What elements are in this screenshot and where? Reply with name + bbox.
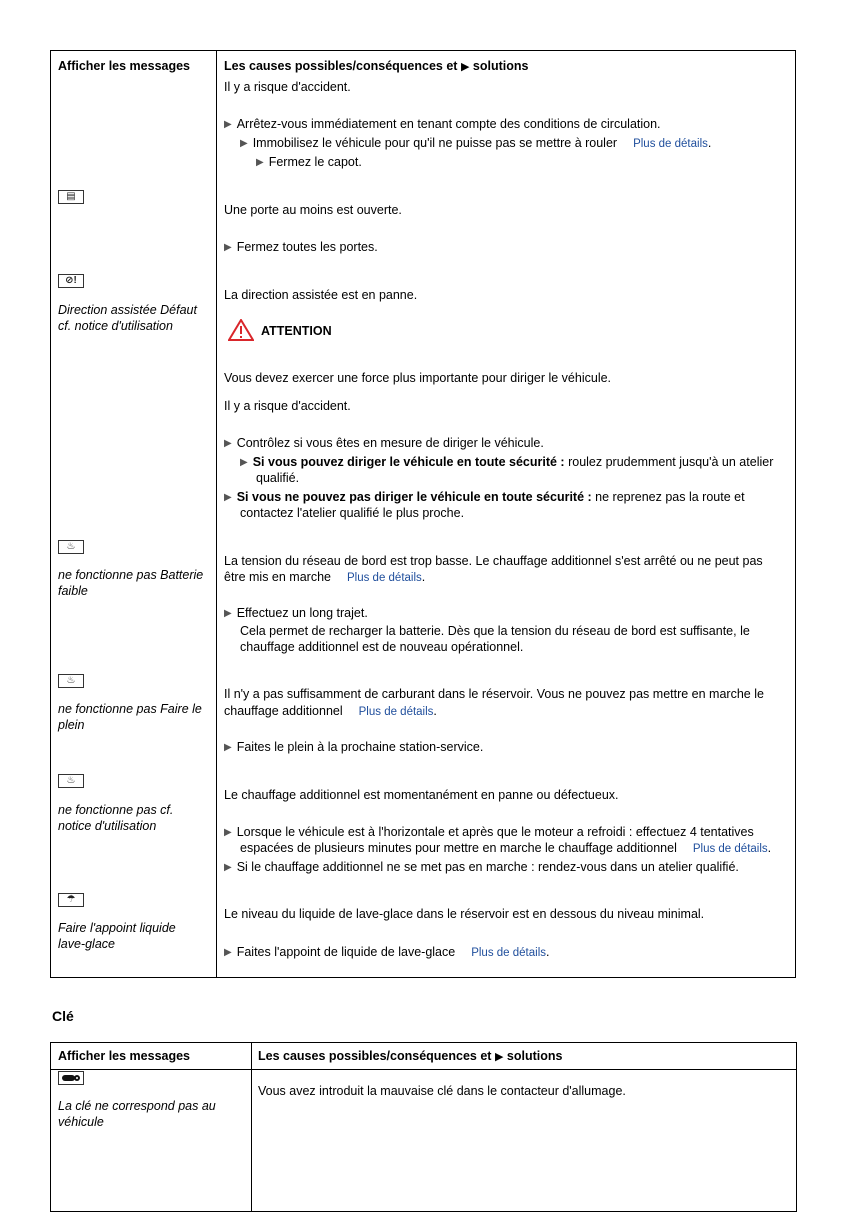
message-label: faible	[58, 584, 88, 598]
warning-triangle-icon	[228, 319, 254, 341]
steering-warning-icon: ⊘!	[58, 274, 84, 288]
bullet-triangle-icon: ▶	[224, 742, 232, 753]
details-link[interactable]: Plus de détails	[358, 706, 434, 718]
bullet-triangle-icon: ▶	[224, 492, 232, 503]
washer-fluid-icon: ☂	[58, 893, 84, 907]
bullet-item: ▶ Lorsque le véhicule est à l'horizontale et après que le moteur a refroidi : effectuez 4 tentatives	[224, 825, 754, 839]
message-label: notice d'utilisation	[58, 819, 157, 833]
section-heading: Clé	[52, 1008, 74, 1024]
bullet-item: ▶ Si vous ne pouvez pas diriger le véhicule en toute sécurité : ne reprenez pas la route et	[224, 490, 745, 504]
column-divider	[216, 50, 217, 978]
bullet-item: ▶ Si le chauffage additionnel ne se met pas en marche : rendez-vous dans un atelier qualifié.	[224, 860, 739, 874]
bullet-triangle-icon: ▶	[224, 947, 232, 958]
bullet-triangle-icon: ▶	[224, 438, 232, 449]
message-label: lave-glace	[58, 937, 115, 951]
message-label: ne fonctionne pas cf.	[58, 803, 174, 817]
bullet-triangle-icon: ▶	[224, 827, 232, 838]
cause-text: Le niveau du liquide de lave-glace dans le réservoir est en dessous du niveau minimal.	[224, 907, 705, 921]
bullet-item: ▶ Faites le plein à la prochaine station-service.	[224, 740, 484, 754]
bullet-triangle-icon: ▶	[256, 157, 264, 168]
aux-heater-icon: ♨	[58, 674, 84, 688]
bullet-item: ▶ Arrêtez-vous immédiatement en tenant compte des conditions de circulation.	[224, 117, 661, 131]
bullet-triangle-icon: ▶	[224, 242, 232, 253]
message-label: cf. notice d'utilisation	[58, 319, 173, 333]
bullet-item: ▶ Immobilisez le véhicule pour qu'il ne puisse pas se mettre à rouler Plus de détails.	[240, 136, 712, 150]
bullet-triangle-icon: ▶	[224, 608, 232, 619]
play-triangle-icon: ▶	[460, 61, 470, 73]
message-label: ne fonctionne pas Batterie	[58, 568, 204, 582]
bullet-triangle-icon: ▶	[240, 457, 248, 468]
details-link[interactable]: Plus de détails	[633, 138, 708, 150]
header-col1: Afficher les messages	[58, 1049, 191, 1063]
message-label: ne fonctionne pas Faire le	[58, 702, 202, 716]
cause-text: La direction assistée est en panne.	[224, 288, 418, 302]
bullet-item: ▶ Fermez toutes les portes.	[224, 240, 378, 254]
cause-text: Vous avez introduit la mauvaise clé dans le contacteur d'allumage.	[258, 1084, 626, 1098]
details-link[interactable]: Plus de détails	[471, 947, 546, 959]
bullet-continuation: espacées de plusieurs minutes pour mettre en marche le chauffage additionnel Plus de détails.	[240, 841, 772, 855]
play-triangle-icon: ▶	[494, 1051, 504, 1063]
bullet-item: ▶ Fermez le capot.	[256, 155, 362, 169]
cause-text: Une porte au moins est ouverte.	[224, 203, 402, 217]
aux-heater-icon: ♨	[58, 774, 84, 788]
column-divider	[251, 1042, 252, 1212]
bullet-continuation: Cela permet de recharger la batterie. Dès que la tension du réseau de bord est suffisante, le	[240, 624, 750, 638]
header-col2: Les causes possibles/conséquences et ▶ solutions	[224, 59, 529, 73]
header-col2: Les causes possibles/conséquences et ▶ solutions	[258, 1049, 563, 1063]
aux-heater-icon: ♨	[58, 540, 84, 554]
risk-text: Il y a risque d'accident.	[224, 80, 351, 94]
cause-text: chauffage additionnel Plus de détails.	[224, 704, 437, 718]
bullet-continuation: qualifié.	[256, 471, 300, 485]
cause-text: La tension du réseau de bord est trop basse. Le chauffage additionnel s'est arrêté ou ne peut pas	[224, 554, 763, 568]
bullet-triangle-icon: ▶	[224, 862, 232, 873]
details-link[interactable]: Plus de détails	[346, 572, 422, 584]
bullet-triangle-icon: ▶	[240, 138, 248, 149]
risk-text: Il y a risque d'accident.	[224, 399, 351, 413]
details-link[interactable]: Plus de détails	[692, 843, 768, 855]
cause-text: être mis en marche Plus de détails.	[224, 570, 426, 584]
header-divider	[50, 1069, 797, 1070]
message-label: La clé ne correspond pas au	[58, 1099, 216, 1113]
door-open-icon: ▤	[58, 190, 84, 204]
message-label: véhicule	[58, 1115, 104, 1129]
bullet-continuation: contactez l'atelier qualifié le plus proche.	[240, 506, 465, 520]
key-shape-icon	[59, 1072, 83, 1084]
message-label: plein	[58, 718, 85, 732]
message-label: Direction assistée Défaut	[58, 303, 197, 317]
cause-text: Le chauffage additionnel est momentanément en panne ou défectueux.	[224, 788, 619, 802]
bullet-item: ▶ Effectuez un long trajet.	[224, 606, 368, 620]
bullet-item: ▶ Faites l'appoint de liquide de lave-glace Plus de détails.	[224, 945, 550, 959]
bullet-item: ▶ Si vous pouvez diriger le véhicule en toute sécurité : roulez prudemment jusqu'à un atelier	[240, 455, 774, 469]
attention-label: ATTENTION	[261, 324, 332, 338]
header-col1: Afficher les messages	[58, 59, 191, 73]
bullet-continuation: chauffage additionnel est de nouveau opérationnel.	[240, 640, 524, 654]
key-messages-table	[50, 1042, 797, 1212]
body-text: Vous devez exercer une force plus importante pour diriger le véhicule.	[224, 371, 612, 385]
bullet-item: ▶ Contrôlez si vous êtes en mesure de diriger le véhicule.	[224, 436, 544, 450]
bullet-triangle-icon: ▶	[224, 119, 232, 130]
message-label: Faire l'appoint liquide	[58, 921, 176, 935]
cause-text: Il n'y a pas suffisamment de carburant dans le réservoir. Vous ne pouvez pas mettre en marche le	[224, 687, 764, 701]
key-icon	[58, 1071, 84, 1085]
